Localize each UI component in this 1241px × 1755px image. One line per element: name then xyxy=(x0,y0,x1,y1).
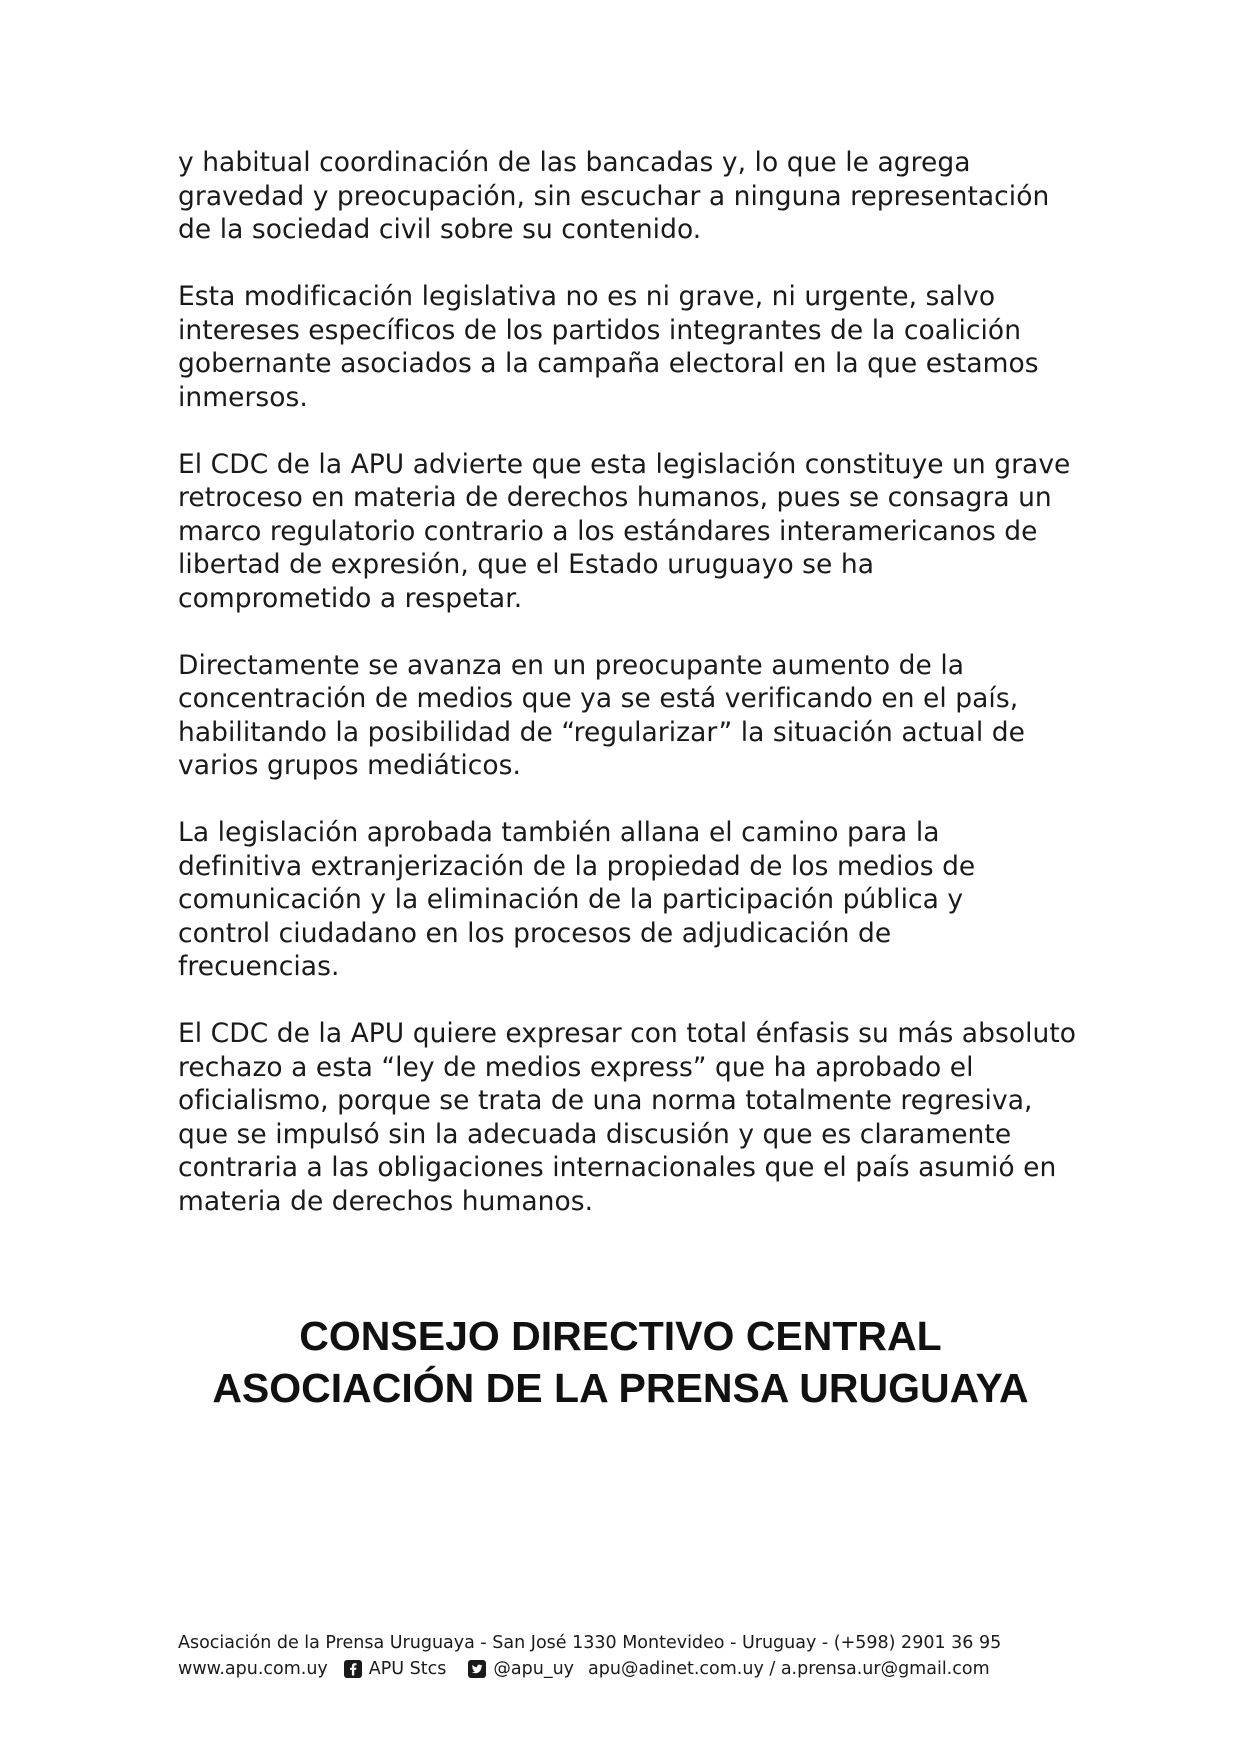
signature-line-2: ASOCIACIÓN DE LA PRENSA URUGUAYA xyxy=(212,1365,1029,1411)
facebook-icon xyxy=(344,1660,362,1678)
website-link[interactable]: www.apu.com.uy xyxy=(178,1659,328,1679)
text-line: rechazo a esta “ley de medios express” que ha aprobado el xyxy=(178,1051,974,1083)
text-line: contraria a las obligaciones internacionales que el país asumió en xyxy=(178,1152,1057,1183)
text-line: control ciudadano en los procesos de adjudicación de xyxy=(178,917,892,949)
signature-line-1: CONSEJO DIRECTIVO CENTRAL xyxy=(299,1313,942,1359)
text-line: varios grupos mediáticos. xyxy=(178,750,521,781)
text-line: retroceso en materia de derechos humanos, pues se consagra un xyxy=(178,482,1052,513)
text-line: y habitual coordinación de las bancadas y, lo que le agrega xyxy=(178,147,971,178)
text-line: habilitando la posibilidad de “regularizar” la situación actual de xyxy=(178,716,1025,748)
paragraph xyxy=(178,649,1078,783)
text-line: La legislación aprobada también allana el camino para la xyxy=(178,817,940,848)
text-line: gravedad y preocupación, sin escuchar a ninguna representación xyxy=(178,180,1050,212)
text-line: concentración de medios que ya se está verificando en el país, xyxy=(178,683,1019,714)
paragraph xyxy=(178,448,1078,616)
signature-block xyxy=(0,1310,1241,1414)
text-line: frecuencias. xyxy=(178,951,340,982)
paragraph xyxy=(178,816,1078,984)
paragraph xyxy=(178,280,1078,414)
footer-address xyxy=(178,1630,1078,1656)
text-line: que se impulsó sin la adecuada discusión y que es claramente xyxy=(178,1118,1012,1150)
text-line: comunicación y la eliminación de la participación pública y xyxy=(178,884,964,915)
text-line: gobernante asociados a la campaña electoral en la que estamos xyxy=(178,348,1039,379)
footer xyxy=(178,1630,1078,1682)
footer-contacts xyxy=(178,1656,1078,1682)
text-line: intereses específicos de los partidos integrantes de la coalición xyxy=(178,314,1022,346)
twitter-icon xyxy=(468,1660,486,1678)
facebook-link[interactable]: APU Stcs xyxy=(368,1659,447,1679)
document-body xyxy=(178,146,1078,1252)
text-line: El CDC de la APU quiere expresar con total énfasis su más absoluto xyxy=(178,1018,1077,1049)
text-line: inmersos. xyxy=(178,381,308,413)
text-line: Directamente se avanza en un preocupante aumento de la xyxy=(178,649,965,681)
email-links[interactable]: apu@adinet.com.uy / a.prensa.ur@gmail.com xyxy=(588,1659,990,1679)
text-line: de la sociedad civil sobre su contenido. xyxy=(178,214,702,245)
text-line: definitiva extranjerización de la propiedad de los medios de xyxy=(178,850,976,882)
text-line: oficialismo, porque se trata de una norma totalmente regresiva, xyxy=(178,1085,1033,1116)
text-line: Esta modificación legislativa no es ni grave, ni urgente, salvo xyxy=(178,281,996,312)
address-text: Asociación de la Prensa Uruguaya - San José 1330 Montevideo - Uruguay - (+598) 2901 36 95 xyxy=(178,1633,1002,1653)
text-line: marco regulatorio contrario a los estándares interamericanos de xyxy=(178,515,1038,547)
text-line: libertad de expresión, que el Estado uruguayo se ha xyxy=(178,549,875,580)
paragraph xyxy=(178,146,1078,247)
text-line: comprometido a respetar. xyxy=(178,582,523,614)
text-line: materia de derechos humanos. xyxy=(178,1185,594,1217)
paragraph xyxy=(178,1017,1078,1218)
twitter-link[interactable]: @apu_uy xyxy=(493,1659,575,1679)
text-line: El CDC de la APU advierte que esta legislación constituye un grave xyxy=(178,448,1071,480)
